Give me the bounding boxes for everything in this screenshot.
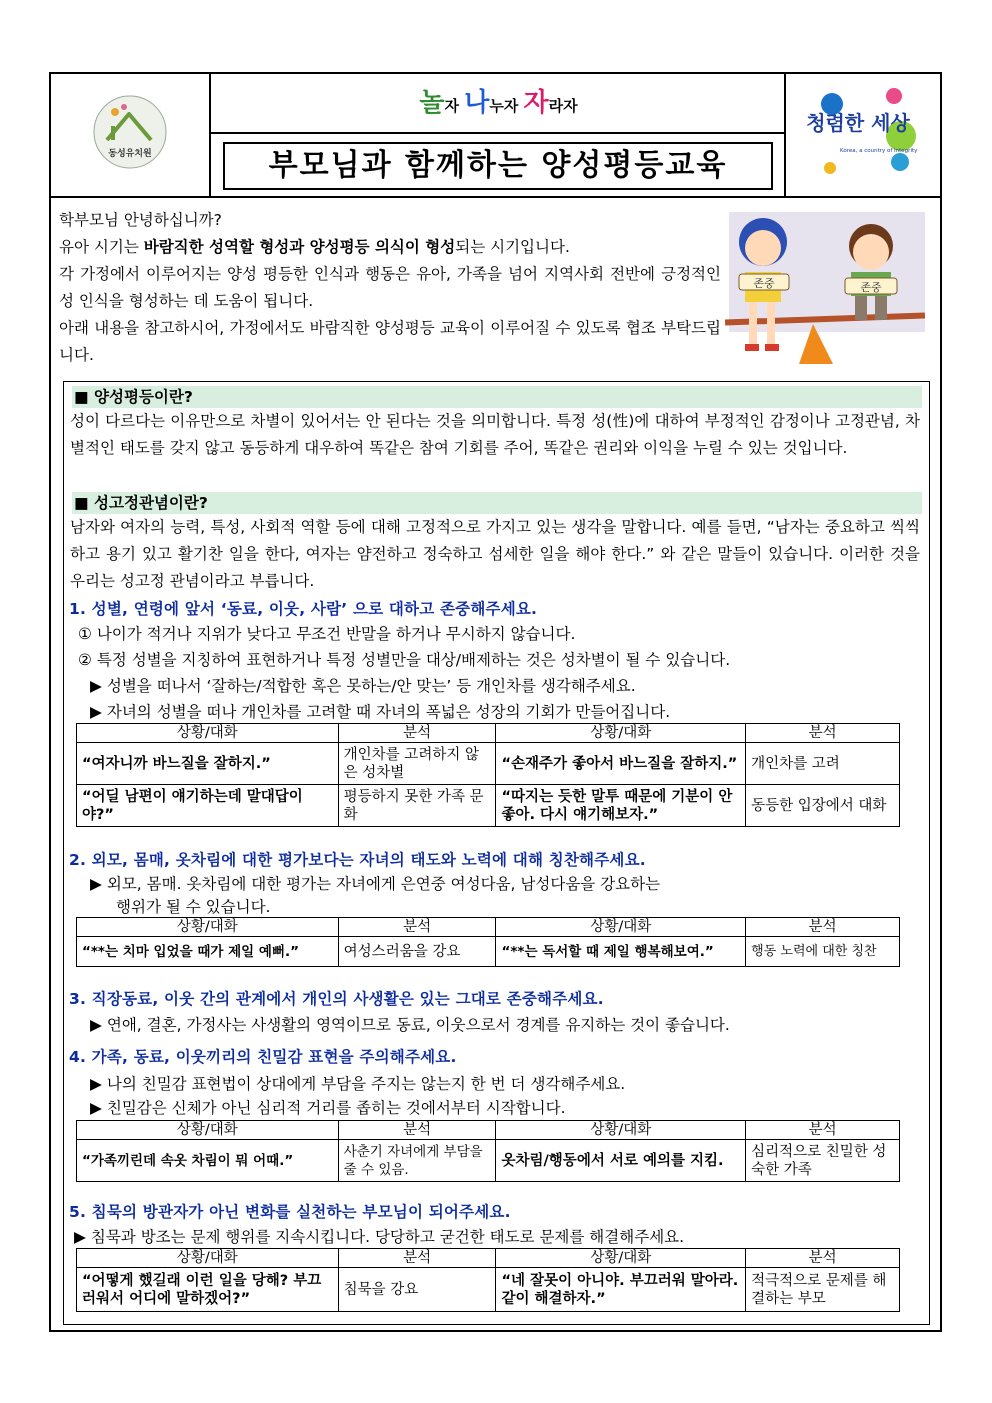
slogan bbox=[211, 74, 786, 132]
item-1-table bbox=[76, 723, 900, 827]
slogan-part: 놀 bbox=[419, 88, 445, 118]
item-5-heading: 5. 침묵의 방관자가 아닌 변화를 실천하는 부모님이 되어주세요. bbox=[69, 1203, 511, 1221]
table-row: “가족끼린데 속옷 차림이 뭐 어때.” 사춘기 자녀에게 부담을 줄 수 있음. 옷차림/행동에서 서로 예의를 지킴. 심리적으로 친밀한 성숙한 가족 bbox=[77, 1140, 900, 1182]
header bbox=[51, 74, 940, 198]
right-sign-text: 존중 bbox=[860, 281, 882, 294]
table-row: “어떻게 했길래 이런 일을 당해? 부끄러워서 어디에 말하겠어?” 침묵을 강요 “네 잘못이 아니야. 부끄러워 말아라. 같이 해결하자.” 적극적으로 문제를 해결하는 부모 bbox=[77, 1268, 900, 1312]
item-3-line-1: ▶ 연애, 결혼, 가정사는 사생활의 영역이므로 동료, 이웃으로서 경계를 유지하는 것이 좋습니다. bbox=[90, 1016, 730, 1034]
school-logo bbox=[51, 74, 211, 196]
section-gender-equality-heading: ■ 양성평등이란? bbox=[72, 386, 922, 408]
table-row: “여자니까 바느질을 잘하지.” 개인차를 고려하지 않은 성차별 “손재주가 좋아서 바느질을 잘하지.” 개인차를 고려 bbox=[77, 743, 900, 785]
slogan-part: 누자 bbox=[489, 97, 524, 115]
slogan-part: 라자 bbox=[548, 97, 578, 115]
intro-text bbox=[59, 207, 721, 369]
item-2-line-2: 행위가 될 수 있습니다. bbox=[116, 898, 271, 916]
table-header-row: 상황/대화 분석 상황/대화 분석 bbox=[77, 1249, 900, 1268]
integrity-logo-icon bbox=[786, 74, 940, 196]
item-4-line-1: ▶ 나의 친밀감 표현법이 상대에게 부담을 주지는 않는지 한 번 더 생각해주세요. bbox=[90, 1075, 626, 1093]
table-row: “어딜 남편이 얘기하는데 말대답이야?” 평등하지 못한 가족 문화 “따지는 듯한 말투 때문에 기분이 안 좋아. 다시 얘기해보자.” 동등한 입장에서 대화 bbox=[77, 785, 900, 827]
item-3-heading: 3. 직장동료, 이웃 간의 관계에서 개인의 사생활은 있는 그대로 존중해주세요. bbox=[69, 990, 604, 1008]
item-2-heading: 2. 외모, 몸매, 옷차림에 대한 평가보다는 자녀의 태도와 노력에 대해 칭찬해주세요. bbox=[69, 851, 646, 869]
table-header-row: 상황/대화 분석 상황/대화 분석 bbox=[77, 918, 900, 937]
item-1-line-1: ① 나이가 적거나 지위가 낮다고 무조건 반말을 하거나 무시하지 않습니다. bbox=[78, 625, 576, 643]
children-illustration bbox=[721, 204, 929, 374]
school-name: 동성유치원 bbox=[108, 149, 152, 159]
table-header-row: 상황/대화 분석 상황/대화 분석 bbox=[77, 724, 900, 743]
integrity-logo-text: 청렴한 세상 bbox=[806, 111, 910, 135]
item-2-line-1: ▶ 외모, 몸매. 옷차림에 대한 평가는 자녀에게 은연중 여성다움, 남성다움을 강요하는 bbox=[90, 875, 661, 893]
item-4-line-2: ▶ 친밀감은 신체가 아닌 심리적 거리를 좁히는 것에서부터 시작합니다. bbox=[90, 1099, 566, 1117]
section-stereotype-text: 남자와 여자의 능력, 특성, 사회적 역할 등에 대해 고정적으로 가지고 있는 생각을 말합니다. 예를 들면, “남자는 중요하고 씩씩하고 용기 있고 활기찬 일을 한다, 여자는 얌전하고 정숙하고 섬세한 일을 해야 한다.” 와 같은 말들이 있습니다. 이러한 것을 우리는 성고정 관념이라고 부릅니다. bbox=[70, 518, 920, 590]
item-1-line-4: ▶ 자녀의 성별을 떠나 개인차를 고려할 때 자녀의 폭넓은 성장의 기회가 만들어집니다. bbox=[90, 703, 671, 721]
integrity-logo bbox=[784, 74, 940, 196]
item-5-line-1: ▶ 침묵과 방조는 문제 행위를 지속시킵니다. 당당하고 굳건한 태도로 문제를 해결해주세요. bbox=[74, 1228, 685, 1246]
slogan-part: 자 bbox=[444, 97, 465, 115]
table-row: “**는 치마 입었을 때가 제일 예뻐.” 여성스러움을 강요 “**는 독서할 때 제일 행복해보여.” 행동 노력에 대한 칭찬 bbox=[77, 937, 900, 967]
section-stereotype-heading: ■ 성고정관념이란? bbox=[72, 492, 922, 514]
item-5-table bbox=[76, 1248, 900, 1312]
intro-greeting: 학부모님 안녕하십니까? bbox=[59, 211, 222, 229]
integrity-logo-sub: Korea, a country of Integrity bbox=[840, 148, 918, 154]
school-logo-icon bbox=[51, 74, 209, 196]
intro-line-4: 아래 내용을 참고하시어, 가정에서도 바람직한 양성평등 교육이 이루어질 수 있도록 협조 부탁드립니다. bbox=[59, 319, 721, 364]
slogan-part: 자 bbox=[523, 88, 549, 118]
item-4-table bbox=[76, 1120, 900, 1182]
seesaw-children-icon bbox=[721, 204, 929, 374]
slogan-part: 나 bbox=[464, 88, 490, 118]
item-1-heading: 1. 성별, 연령에 앞서 ‘동료, 이웃, 사람’ 으로 대하고 존중해주세요. bbox=[69, 600, 538, 618]
document-page bbox=[49, 72, 942, 1332]
item-2-table bbox=[76, 917, 900, 967]
page-title: 부모님과 함께하는 양성평등교육 bbox=[223, 142, 773, 190]
section-gender-equality-text: 성이 다르다는 이유만으로 차별이 있어서는 안 된다는 것을 의미합니다. 특정 성(性)에 대하여 부정적인 감정이나 고정관념, 차별적인 태도를 갖지 않고 동등하게 대우하여 똑같은 참여 기회를 주어, 똑같은 권리와 이익을 누릴 수 있는 것입니다. bbox=[70, 412, 920, 457]
title-box bbox=[211, 132, 786, 198]
table-header-row: 상황/대화 분석 상황/대화 분석 bbox=[77, 1121, 900, 1140]
content-box bbox=[63, 381, 930, 1325]
intro-line-2: 유아 시기는 바람직한 성역할 형성과 양성평등 의식이 형성되는 시기입니다. bbox=[59, 238, 570, 256]
intro-line-3: 각 가정에서 이루어지는 양성 평등한 인식과 행동은 유아, 가족을 넘어 지역사회 전반에 긍정적인 성 인식을 형성하는 데 도움이 됩니다. bbox=[59, 265, 721, 310]
item-4-heading: 4. 가족, 동료, 이웃끼리의 친밀감 표현을 주의해주세요. bbox=[69, 1048, 457, 1066]
item-1-line-3: ▶ 성별을 떠나서 ‘잘하는/적합한 혹은 못하는/안 맞는’ 등 개인차를 생각해주세요. bbox=[90, 677, 636, 695]
left-sign-text: 존중 bbox=[753, 277, 775, 290]
item-1-line-2: ② 특정 성별을 지칭하여 표현하거나 특정 성별만을 대상/배제하는 것은 성차별이 될 수 있습니다. bbox=[78, 651, 731, 669]
